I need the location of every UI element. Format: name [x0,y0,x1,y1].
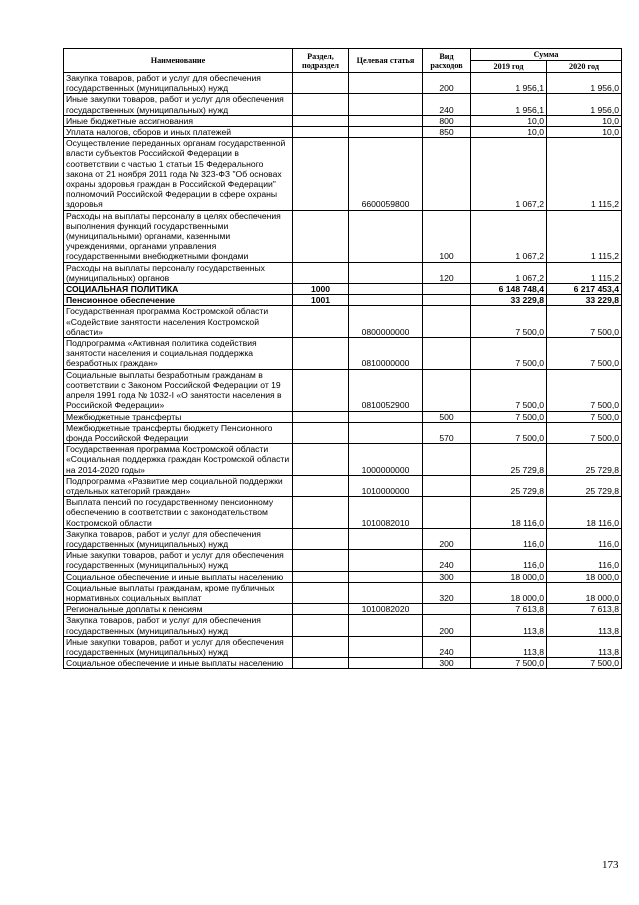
cell-2020: 7 500,0 [547,422,622,443]
cell-2019: 1 067,2 [471,262,547,283]
cell-name: Подпрограмма «Развитие мер социальной поддержки отдельных категорий граждан» [64,475,293,496]
table-row [64,582,622,603]
table-row [64,115,622,126]
cell-type [423,295,471,306]
cell-section [293,528,349,549]
table-row [64,615,622,636]
cell-type: 300 [423,658,471,669]
cell-2019: 1 956,1 [471,73,547,94]
cell-article [349,615,423,636]
table-row [64,262,622,283]
table-row [64,127,622,138]
cell-section [293,550,349,571]
cell-2020: 10,0 [547,115,622,126]
cell-name: Выплата пенсий по государственному пенсионному обеспечению в соответствии с законодательством Костромской области [64,497,293,529]
cell-name: Расходы на выплаты персоналу государственных (муниципальных) органов [64,262,293,283]
cell-type [423,604,471,615]
cell-type: 120 [423,262,471,283]
cell-2019: 18 116,0 [471,497,547,529]
cell-type: 200 [423,73,471,94]
cell-2020: 10,0 [547,127,622,138]
cell-2020: 25 729,8 [547,475,622,496]
cell-2019: 10,0 [471,127,547,138]
cell-2019: 6 148 748,4 [471,284,547,295]
cell-2019: 1 956,1 [471,94,547,115]
cell-article [349,262,423,283]
cell-section [293,497,349,529]
cell-article: 1010000000 [349,475,423,496]
cell-name: Региональные доплаты к пенсиям [64,604,293,615]
cell-name: Иные закупки товаров, работ и услуг для обеспечения государственных (муниципальных) нужд [64,550,293,571]
cell-article [349,528,423,549]
cell-2019: 113,8 [471,636,547,657]
cell-name: Иные бюджетные ассигнования [64,115,293,126]
cell-2020: 6 217 453,4 [547,284,622,295]
cell-2019: 1 067,2 [471,210,547,262]
cell-section [293,658,349,669]
cell-2019: 116,0 [471,528,547,549]
cell-name: Социальные выплаты безработным гражданам в соответствии с Законом Российской Федерации от 19 апреля 1991 года № 1032-I «О занятости населения в Российской Федерации» [64,369,293,411]
table-row [64,369,622,411]
cell-name: Пенсионное обеспечение [64,295,293,306]
cell-2020: 18 116,0 [547,497,622,529]
cell-section [293,615,349,636]
cell-article: 0800000000 [349,306,423,338]
cell-2020: 18 000,0 [547,571,622,582]
cell-type [423,306,471,338]
cell-section [293,604,349,615]
cell-article: 1000000000 [349,444,423,476]
cell-article: 1010082010 [349,497,423,529]
table-row [64,604,622,615]
cell-2019: 116,0 [471,550,547,571]
cell-section [293,571,349,582]
cell-2020: 1 956,0 [547,73,622,94]
table-row [64,497,622,529]
header-year-2020: 2020 год [547,61,622,73]
cell-name: Закупка товаров, работ и услуг для обеспечения государственных (муниципальных) нужд [64,528,293,549]
cell-2019: 7 500,0 [471,658,547,669]
cell-article [349,284,423,295]
table-row [64,528,622,549]
cell-article: 0810052900 [349,369,423,411]
table-row [64,306,622,338]
cell-section [293,138,349,210]
cell-type: 300 [423,571,471,582]
table-row [64,73,622,94]
cell-type [423,338,471,370]
cell-article [349,94,423,115]
cell-article [349,582,423,603]
cell-2019: 18 000,0 [471,582,547,603]
cell-name: Подпрограмма «Активная политика содействия занятости населения и социальная поддержка безработных граждан» [64,338,293,370]
cell-2020: 7 500,0 [547,411,622,422]
cell-2019: 7 613,8 [471,604,547,615]
cell-name: Государственная программа Костромской области «Социальная поддержка граждан Костромской области на 2014-2020 годы» [64,444,293,476]
cell-2020: 1 956,0 [547,94,622,115]
table-row [64,411,622,422]
table-body [64,73,622,669]
cell-name: Осуществление переданных органам государственной власти субъектов Российской Федерации в соответствии с частью 1 статьи 15 Федерального закона от 21 ноября 2011 года № 323-ФЗ "Об основах охраны здоровья граждан в Российской Федерации" полномочий Российской Федерации в сфере охраны здоровья [64,138,293,210]
cell-section [293,636,349,657]
header-name: Наименование [64,49,293,73]
cell-2020: 116,0 [547,528,622,549]
cell-type [423,497,471,529]
cell-article [349,73,423,94]
cell-type: 200 [423,615,471,636]
cell-type: 240 [423,94,471,115]
cell-2019: 7 500,0 [471,422,547,443]
cell-section [293,444,349,476]
cell-article [349,115,423,126]
cell-type: 850 [423,127,471,138]
cell-2020: 113,8 [547,636,622,657]
cell-2020: 116,0 [547,550,622,571]
cell-section [293,306,349,338]
cell-2020: 7 500,0 [547,338,622,370]
cell-section [293,127,349,138]
cell-type: 240 [423,550,471,571]
cell-2020: 25 729,8 [547,444,622,476]
cell-2019: 10,0 [471,115,547,126]
cell-name: Уплата налогов, сборов и иных платежей [64,127,293,138]
header-type: Вид расходов [423,49,471,73]
cell-type [423,284,471,295]
cell-article [349,550,423,571]
cell-2019: 33 229,8 [471,295,547,306]
table-row [64,550,622,571]
cell-section [293,94,349,115]
cell-2020: 7 613,8 [547,604,622,615]
cell-section [293,369,349,411]
cell-section [293,411,349,422]
cell-article: 6600059800 [349,138,423,210]
cell-2019: 25 729,8 [471,475,547,496]
cell-article [349,658,423,669]
header-section: Раздел, подраздел [293,49,349,73]
cell-section [293,73,349,94]
table-row [64,284,622,295]
cell-2020: 7 500,0 [547,369,622,411]
cell-2019: 7 500,0 [471,411,547,422]
table-row [64,475,622,496]
cell-article [349,571,423,582]
cell-name: Иные закупки товаров, работ и услуг для обеспечения государственных (муниципальных) нужд [64,94,293,115]
cell-2019: 18 000,0 [471,571,547,582]
table-header [64,49,622,73]
cell-name: Социальные выплаты гражданам, кроме публичных нормативных социальных выплат [64,582,293,603]
cell-type: 570 [423,422,471,443]
cell-article: 0810000000 [349,338,423,370]
cell-name: Иные закупки товаров, работ и услуг для обеспечения государственных (муниципальных) нужд [64,636,293,657]
cell-2020: 113,8 [547,615,622,636]
table-row [64,338,622,370]
cell-article [349,127,423,138]
cell-name: Расходы на выплаты персоналу в целях обеспечения выполнения функций государственными (муниципальными) органами, казенными учреждениями, органами управления государственными внебюджетными фондами [64,210,293,262]
cell-2019: 25 729,8 [471,444,547,476]
table-row [64,444,622,476]
cell-section: 1001 [293,295,349,306]
cell-2019: 113,8 [471,615,547,636]
table-row [64,210,622,262]
cell-name: Государственная программа Костромской области «Содействие занятости населения Костромской области» [64,306,293,338]
cell-type [423,475,471,496]
cell-section [293,582,349,603]
cell-type [423,444,471,476]
table-row [64,658,622,669]
table-row [64,138,622,210]
cell-article [349,210,423,262]
cell-type: 200 [423,528,471,549]
cell-article [349,295,423,306]
table-row [64,636,622,657]
cell-section [293,210,349,262]
cell-name: Социальное обеспечение и иные выплаты населению [64,658,293,669]
cell-section: 1000 [293,284,349,295]
cell-type: 320 [423,582,471,603]
cell-type [423,138,471,210]
cell-2019: 7 500,0 [471,338,547,370]
cell-name: СОЦИАЛЬНАЯ ПОЛИТИКА [64,284,293,295]
cell-article [349,411,423,422]
table-row [64,422,622,443]
cell-type: 800 [423,115,471,126]
cell-2020: 1 115,2 [547,262,622,283]
cell-type [423,369,471,411]
page-number: 173 [602,859,619,871]
cell-type: 100 [423,210,471,262]
cell-name: Закупка товаров, работ и услуг для обеспечения государственных (муниципальных) нужд [64,73,293,94]
table-row [64,94,622,115]
cell-section [293,262,349,283]
cell-2020: 33 229,8 [547,295,622,306]
cell-name: Социальное обеспечение и иные выплаты населению [64,571,293,582]
cell-section [293,422,349,443]
cell-article: 1010082020 [349,604,423,615]
cell-2019: 7 500,0 [471,369,547,411]
header-sum: Сумма [471,49,622,61]
cell-article [349,636,423,657]
table-row [64,295,622,306]
header-article: Целевая статья [349,49,423,73]
cell-2020: 1 115,2 [547,138,622,210]
cell-2020: 1 115,2 [547,210,622,262]
cell-name: Межбюджетные трансферты [64,411,293,422]
cell-section [293,475,349,496]
cell-section [293,115,349,126]
cell-article [349,422,423,443]
cell-name: Межбюджетные трансферты бюджету Пенсионного фонда Российской Федерации [64,422,293,443]
table-row [64,571,622,582]
header-year-2019: 2019 год [471,61,547,73]
cell-2019: 1 067,2 [471,138,547,210]
cell-section [293,338,349,370]
budget-table [63,48,622,669]
cell-type: 500 [423,411,471,422]
cell-type: 240 [423,636,471,657]
cell-name: Закупка товаров, работ и услуг для обеспечения государственных (муниципальных) нужд [64,615,293,636]
cell-2020: 18 000,0 [547,582,622,603]
cell-2020: 7 500,0 [547,306,622,338]
cell-2020: 7 500,0 [547,658,622,669]
cell-2019: 7 500,0 [471,306,547,338]
